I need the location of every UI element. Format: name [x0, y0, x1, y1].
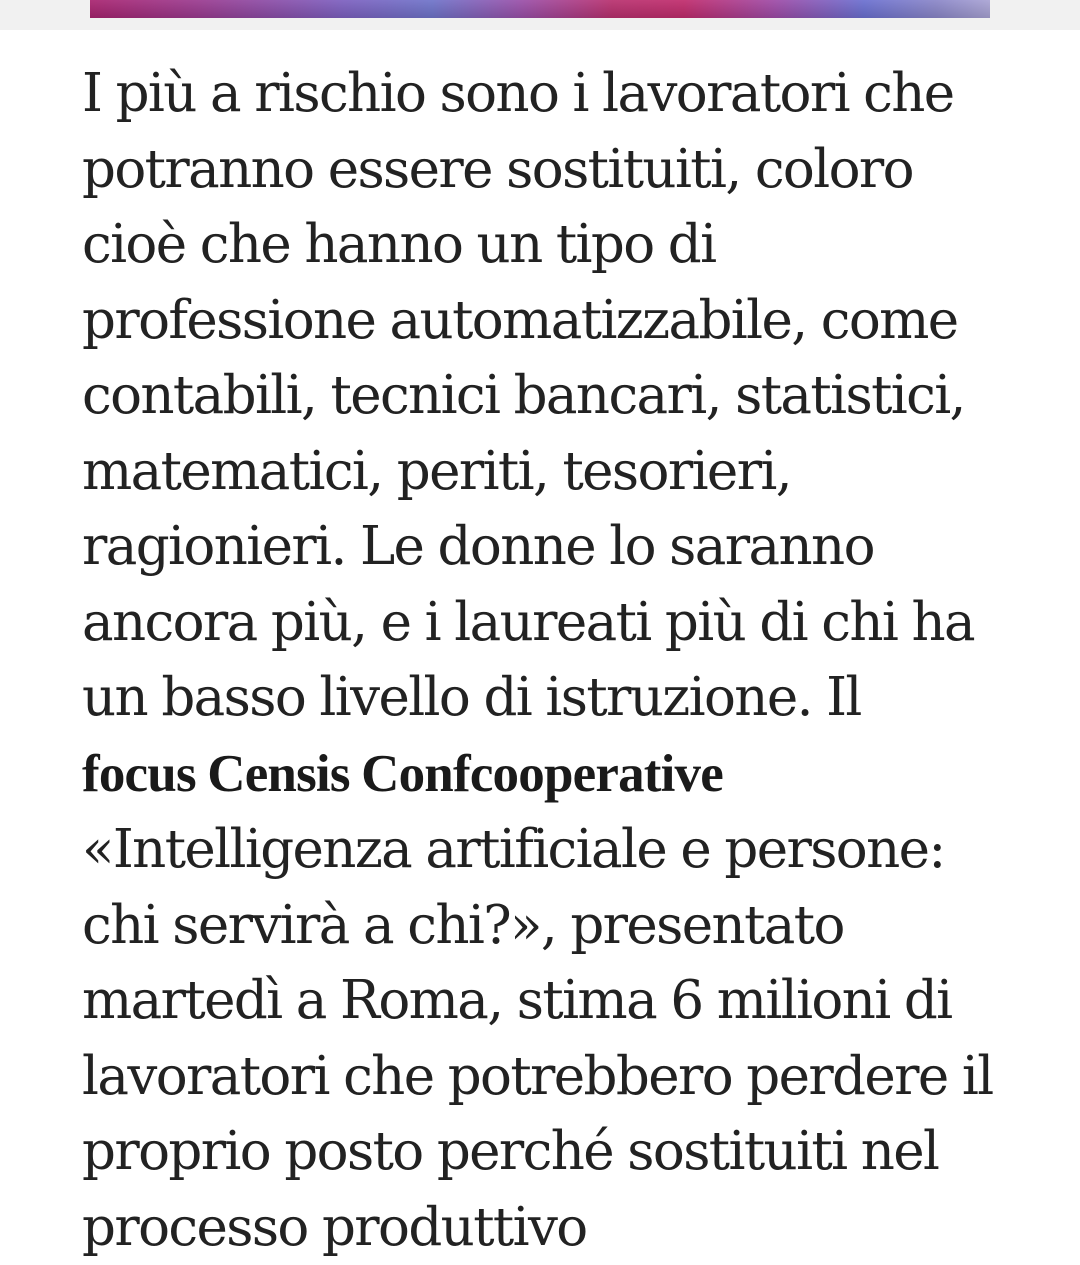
article-line: matematici, periti, tesorieri,	[82, 440, 792, 502]
article-line: proprio posto perché sostituiti nel	[82, 1121, 939, 1182]
article-line: processo produttivo	[82, 1196, 587, 1258]
article-line: un basso livello di istruzione. Il	[82, 667, 861, 728]
article-line: professione automatizzabile, come	[82, 289, 958, 351]
article-line: chi servirà a chi?», presentato	[82, 894, 844, 956]
article-line: ragionieri. Le donne lo saranno	[82, 516, 874, 577]
top-strip	[0, 0, 1080, 30]
article-line: martedì a Roma, stima 6 milioni di	[82, 970, 952, 1031]
article-line: ancora più, e i laureati più di chi ha	[82, 591, 975, 653]
article-line: potranno essere sostituiti, coloro	[82, 138, 913, 200]
article-line: «Intelligenza artificiale e persone:	[82, 819, 945, 880]
article-line: contabili, tecnici bancari, statistici,	[82, 365, 965, 426]
article-line: cioè che hanno un tipo di	[82, 214, 716, 275]
banner-image	[90, 0, 990, 18]
article-line: lavoratori che potrebbero perdere il	[82, 1045, 993, 1107]
article-highlight: focus Censis Confcooperative	[82, 744, 723, 803]
article-line: I più a rischio sono i lavoratori che	[82, 63, 954, 124]
article-paragraph	[82, 56, 1002, 1265]
